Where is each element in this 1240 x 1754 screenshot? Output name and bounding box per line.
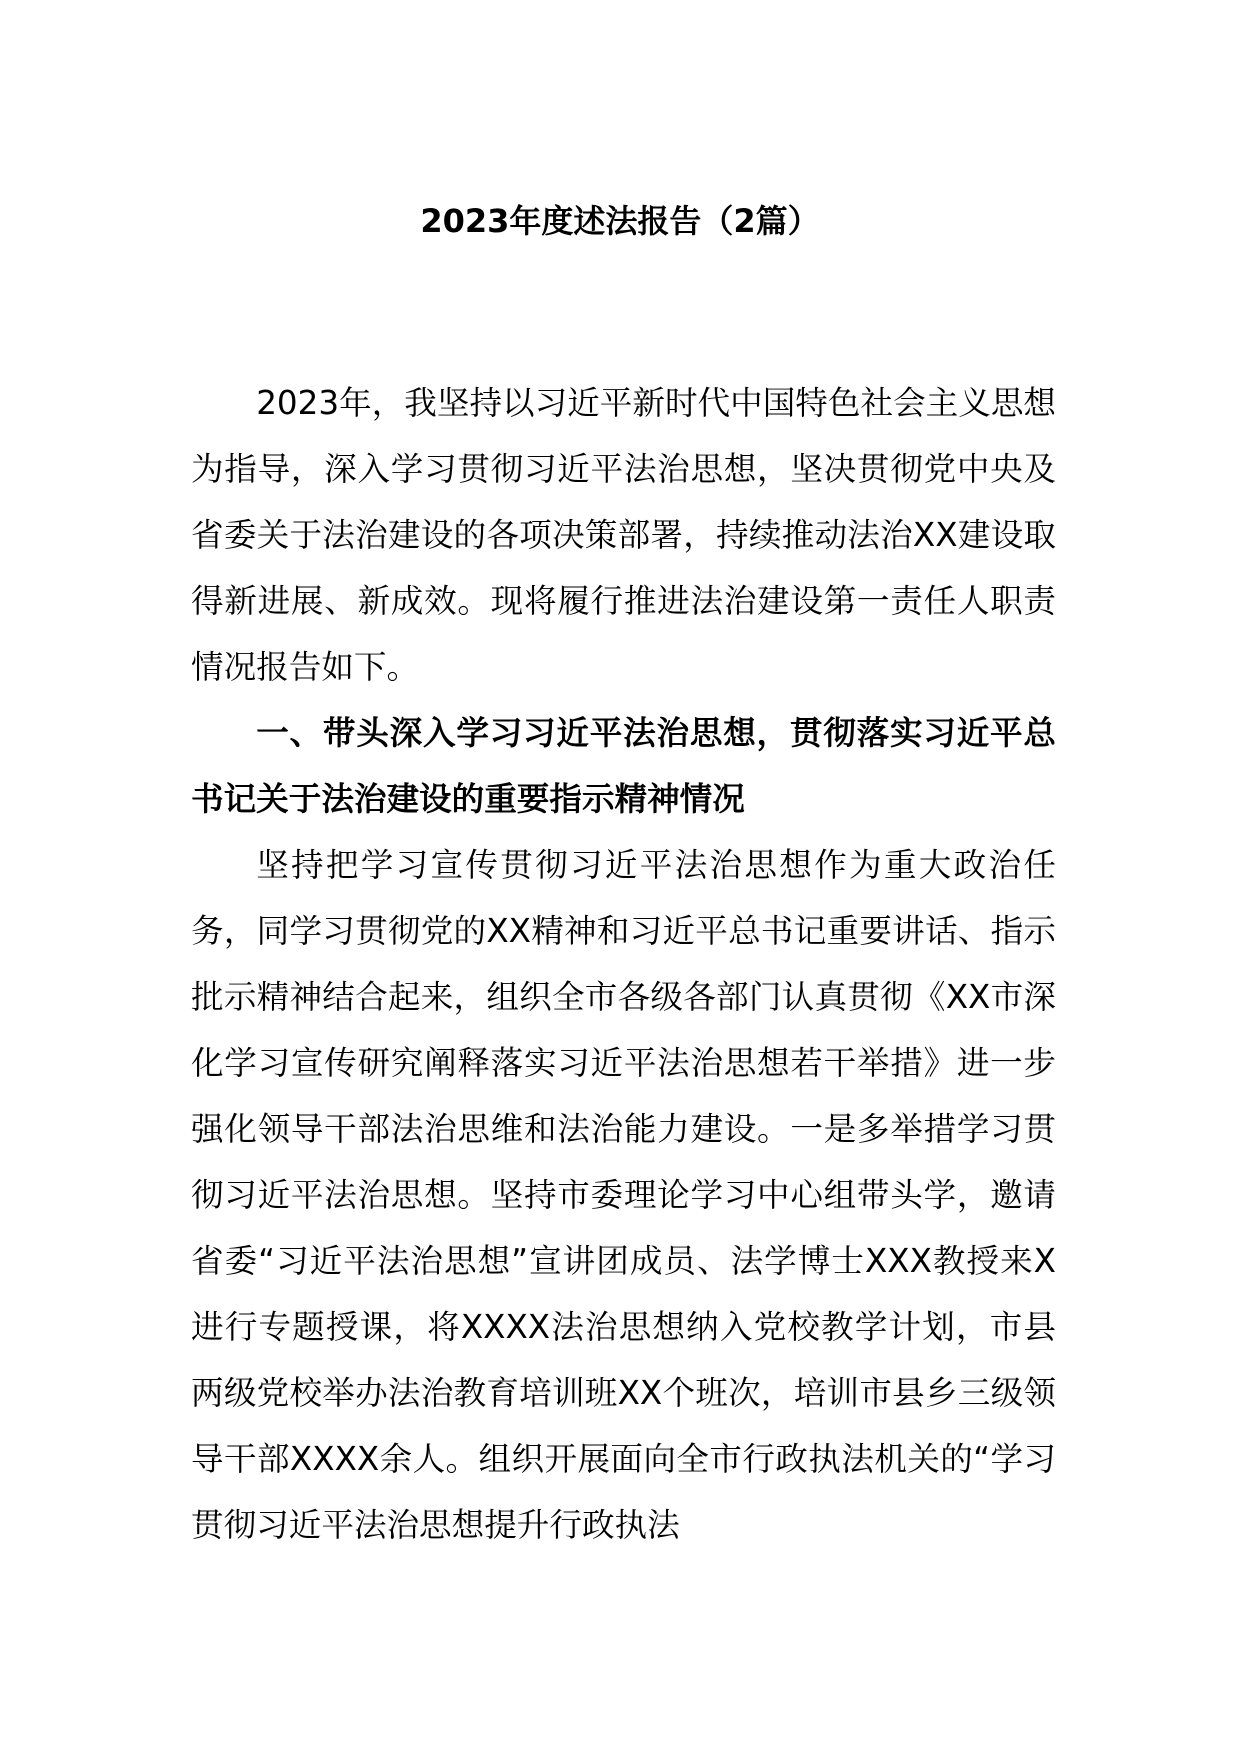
intro-paragraph: 2023年，我坚持以习近平新时代中国特色社会主义思想为指导，深入学习贯彻习近平法治思想，坚决贯彻党中央及省委关于法治建设的各项决策部署，持续推动法治XX建设取得新进展、新成效。现将履行推进法治建设第一责任人职责情况报告如下。: [191, 384, 1056, 686]
section-heading-1: 一、带头深入学习习近平法治思想，贯彻落实习近平总书记关于法治建设的重要指示精神情况: [191, 714, 1056, 818]
document-title: 2023年度述法报告（2篇）: [420, 202, 820, 240]
section-1-paragraph: 坚持把学习宣传贯彻习近平法治思想作为重大政治任务，同学习贯彻党的XX精神和习近平总书记重要讲话、指示批示精神结合起来，组织全市各级各部门认真贯彻《XX市深化学习宣传研究阐释落实习近平法治思想若干举措》进一步强化领导干部法治思维和法治能力建设。一是多举措学习贯彻习近平法治思想。坚持市委理论学习中心组带头学，邀请省委“习近平法治思想”宣讲团成员、法学博士XXX教授来X进行专题授课，将XXXX法治思想纳入党校教学计划，市县两级党校举办法治教育培训班XX个班次，培训市县乡三级领导干部XXXX余人。组织开展面向全市行政执法机关的“学习贯彻习近平法治思想提升行政执法: [191, 846, 1056, 1544]
document-body: [191, 370, 1056, 1558]
